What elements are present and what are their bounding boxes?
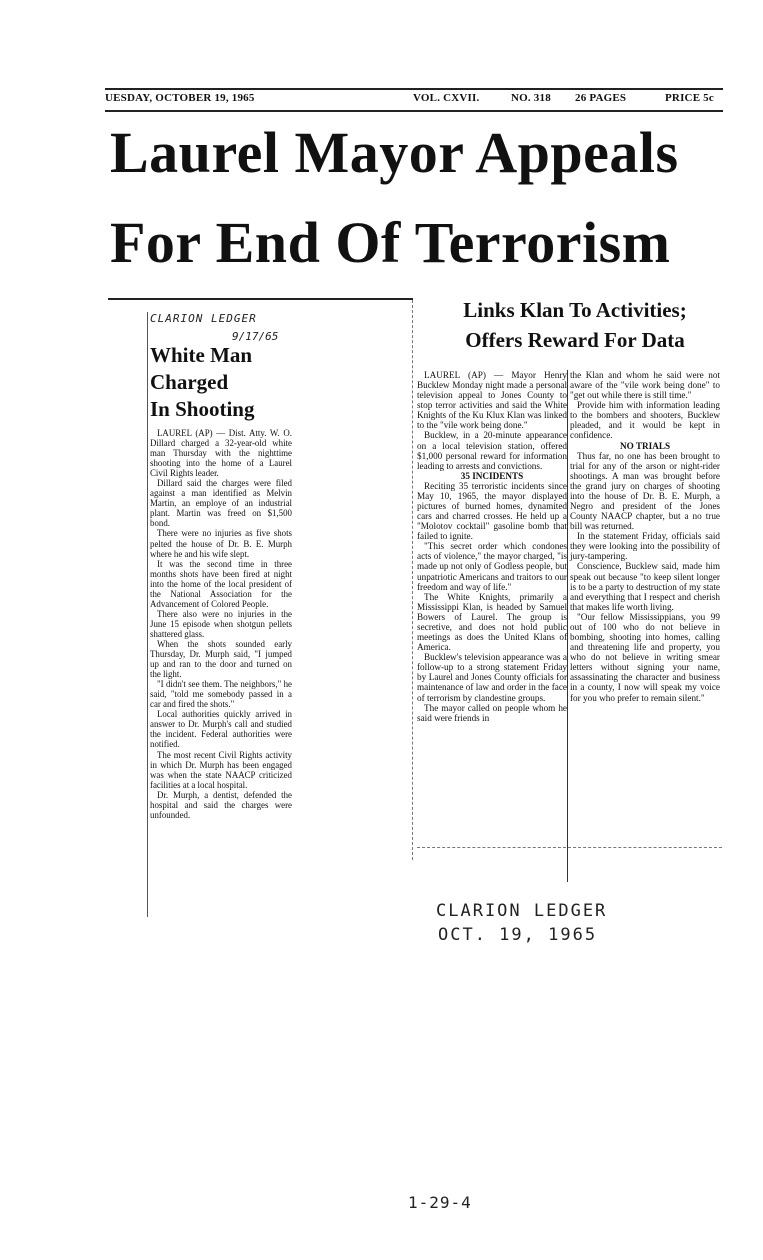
clipping-headline (150, 342, 290, 423)
article-paragraph: Provide him with information leading to the bombers and shooters, Bucklew pleaded, and it would be kept in confidence. (570, 400, 720, 441)
clipping-paragraph: When the shots sounded early Thursday, Dr. Murph said, "I jumped up and ran to the door and turned on the light. (150, 638, 292, 680)
left-column-rule (108, 298, 413, 300)
volume-number: VOL. CXVII. (413, 92, 480, 104)
subhead-line-1: Links Klan To Activities; (463, 298, 687, 322)
handwritten-date: OCT. 19, 1965 (438, 925, 598, 945)
article-paragraph: Thus far, no one has been brought to trial for any of the arson or night-rider shootings. A man was brought before the grand jury on charges of shooting into the house of Dr. B. E. Murph, a Negro and president of the Jones County NAACP chapter, but a no true bill was returned. (570, 450, 720, 532)
article-paragraph: Reciting 35 terroristic incidents since May 10, 1965, the mayor displayed pictures of burned homes, dynamited cars and charred crosses. He held up a "Molotov cocktail" gasoline bomb that failed to ignite. (417, 480, 567, 542)
issue-date: UESDAY, OCTOBER 19, 1965 (105, 92, 255, 104)
issue-number: NO. 318 (511, 92, 551, 104)
clipping-paragraph: Local authorities quickly arrived in answer to Dr. Murph's call and studied the incident. Federal authorities were notified. (150, 709, 292, 750)
clipping-source-handwritten: CLARION LEDGER (150, 312, 257, 325)
masthead-top-rule (105, 88, 723, 90)
clipping-paragraph: The most recent Civil Rights activity in which Dr. Murph has been engaged was when the state NAACP criticized facilities at a local hospital. (150, 749, 292, 790)
clipping-paragraph: There also were no injuries in the June 15 episode when shotgun pellets shattered glass. (150, 608, 292, 639)
article-paragraph: In the statement Friday, officials said they were looking into the possibility of jury-tampering. (570, 531, 720, 562)
clipping-paragraph: Dillard said the charges were filed against a man identified as Melvin Martin, an employe of an industrial plant. Martin was freed on $1,500 bond. (150, 478, 292, 529)
article-paragraph: Bucklew's television appearance was a follow-up to a strong statement Friday by Laurel and Jones County officials for maintenance of law and order in the face of terrorism by clandestine groups. (417, 652, 567, 703)
masthead-bottom-rule (105, 110, 723, 112)
handwritten-source: CLARION LEDGER (436, 901, 608, 921)
clipping-headline-line: Charged (150, 370, 229, 394)
article-paragraph: "Our fellow Mississippians, you 99 out of 100 who do not believe in bombing, shooting into homes, calling and threatening life and property, you who do not believe in writing smear letters without signing your name, assassinating the character and business in a county, I now will speak my voice for you who prefer to remain silent." (570, 611, 720, 703)
article-column-divider (567, 370, 568, 882)
article-bottom-rule (417, 847, 722, 848)
clipping-paragraph: "I didn't see them. The neighbors," he said, "told me somebody passed in a car and fired the shots." (150, 679, 292, 710)
article-paragraph: the Klan and whom he said were not aware of the "vile work being done" to "get out while there is still time." (570, 370, 720, 401)
clipping-paragraph: LAUREL (AP) — Dist. Atty. W. O. Dillard charged a 32-year-old white man Thursday with the nighttime shooting into the home of a Laurel Civil Rights leader. (150, 428, 292, 479)
masthead (105, 92, 723, 108)
clipping-date-handwritten: 9/17/65 (232, 330, 279, 343)
article-paragraph: The mayor called on people whom he said were friends in (417, 702, 567, 723)
article-subheading: NO TRIALS (619, 440, 671, 451)
article-paragraph: LAUREL (AP) — Mayor Henry Bucklew Monday night made a personal television appeal to Jones County to stop terror activities and said the White Knights of the Ku Klux Klan was linked to the "vile work being done." (417, 370, 567, 431)
headline-line-1: Laurel Mayor Appeals (110, 120, 679, 185)
column-separator (412, 300, 413, 860)
clipping-body (150, 428, 292, 820)
clipping-paragraph: It was the second time in three months shots have been fired at night into the home of the local president of the National Association for the Advancement of Colored People. (150, 558, 292, 609)
clipping-paragraph: Dr. Murph, a dentist, defended the hospital and said the charges were unfounded. (150, 789, 292, 820)
article-paragraph: Conscience, Bucklew said, made him speak out because "to keep silent longer is to be a party to destruction of my state and everything that I respect and cherish that makes life worth living. (570, 561, 720, 612)
subhead-line-2: Offers Reward For Data (465, 328, 685, 352)
article-paragraph: "This secret order which condones acts of violence," the mayor charged, "is made up not only of Godless people, but unpatriotic Americans and traitors to our freedom and way of life." (417, 541, 567, 592)
handwritten-page-code: 1-29-4 (408, 1193, 472, 1212)
page-count: 26 PAGES (575, 92, 627, 104)
price: PRICE 5c (665, 92, 714, 104)
headline-line-2: For End Of Terrorism (110, 210, 671, 275)
article-column-2 (570, 370, 720, 703)
clipping-headline-line: In Shooting (150, 397, 255, 421)
clipping-headline-line: White Man (150, 343, 253, 367)
article-subheading: 35 INCIDENTS (460, 470, 524, 481)
article-column-1 (417, 370, 567, 723)
article-paragraph: Bucklew, in a 20-minute appearance on a local television station, offered $1,000 personal reward for information leading to arrests and convictions. (417, 430, 567, 471)
clipping-paragraph: There were no injuries as five shots pelted the house of Dr. B. E. Murph where he and his wife slept. (150, 528, 292, 559)
article-paragraph: The White Knights, primarily a Mississippi Klan, is headed by Samuel Bowers of Laurel. The group is secretive, and does not hold public meetings as does the United Klans of America. (417, 591, 567, 653)
